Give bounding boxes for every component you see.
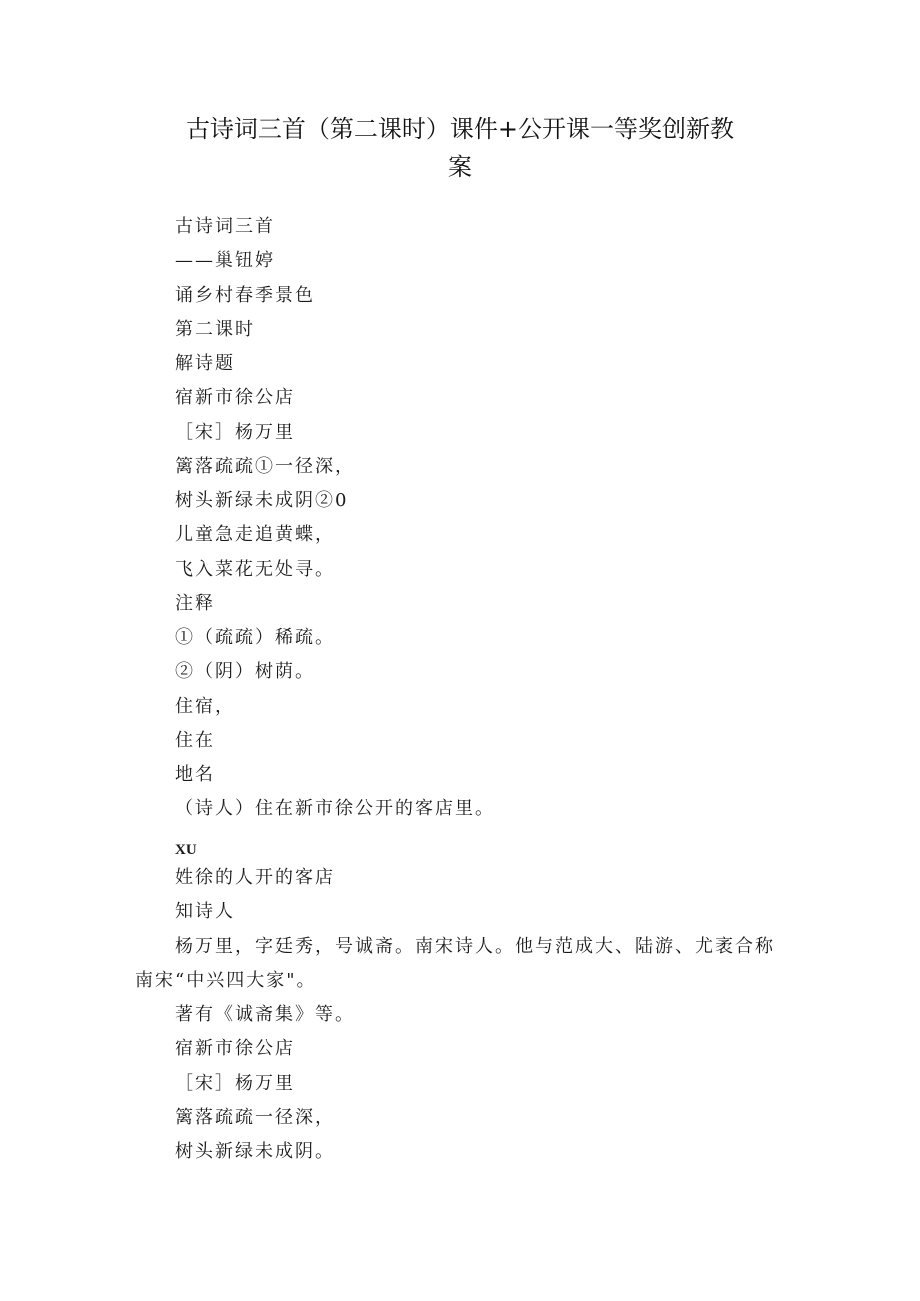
text-line: ②（阴）树荫。 (175, 661, 315, 682)
text-line: 解诗题 (175, 353, 235, 374)
text-line: 篱落疏疏①一径深， (175, 456, 355, 477)
text-line: 地名 (175, 764, 215, 785)
text-line: ［宋］杨万里 (175, 422, 295, 443)
text-line: 树头新绿未成阴②0 (175, 490, 349, 511)
text-line: 著有《诚斋集》等。 (175, 1004, 355, 1025)
title-line-2: 案 (448, 153, 472, 181)
title-line-1: 古诗词三首（第二课时）课件+公开课一等奖创新教 (185, 115, 735, 143)
text-line: （诗人）住在新市徐公开的客店里。 (175, 798, 495, 819)
text-line: 儿童急走追黄蝶， (175, 524, 335, 545)
text-line: 第二课时 (175, 319, 255, 340)
text-line: 宿新市徐公店 (175, 1038, 295, 1059)
text-line: 住宿， (175, 696, 235, 717)
text-line: 古诗词三首 (175, 216, 275, 237)
text-line: 住在 (175, 730, 215, 751)
text-line: ［宋］杨万里 (175, 1073, 295, 1094)
pinyin-annotation: XU (175, 842, 197, 858)
text-line: 诵乡村春季景色 (175, 285, 315, 306)
text-line: 注释 (175, 593, 215, 614)
text-line: 杨万里，字廷秀，号诚斋。南宋诗人。他与范成大、陆游、尤袤合称 (175, 936, 775, 957)
text-line: 知诗人 (175, 901, 235, 922)
text-line: 飞入菜花无处寻。 (175, 559, 335, 580)
text-line: ——巢钮婷 (175, 250, 275, 271)
text-line: 宿新市徐公店 (175, 387, 295, 408)
text-line: 篱落疏疏一径深， (175, 1107, 335, 1128)
text-line: ①（疏疏）稀疏。 (175, 627, 335, 648)
text-line: 姓徐的人开的客店 (175, 867, 335, 888)
text-line: 树头新绿未成阴。 (175, 1141, 335, 1162)
document-title (160, 110, 760, 186)
text-line: 南宋“中兴四大家"。 (135, 970, 317, 991)
